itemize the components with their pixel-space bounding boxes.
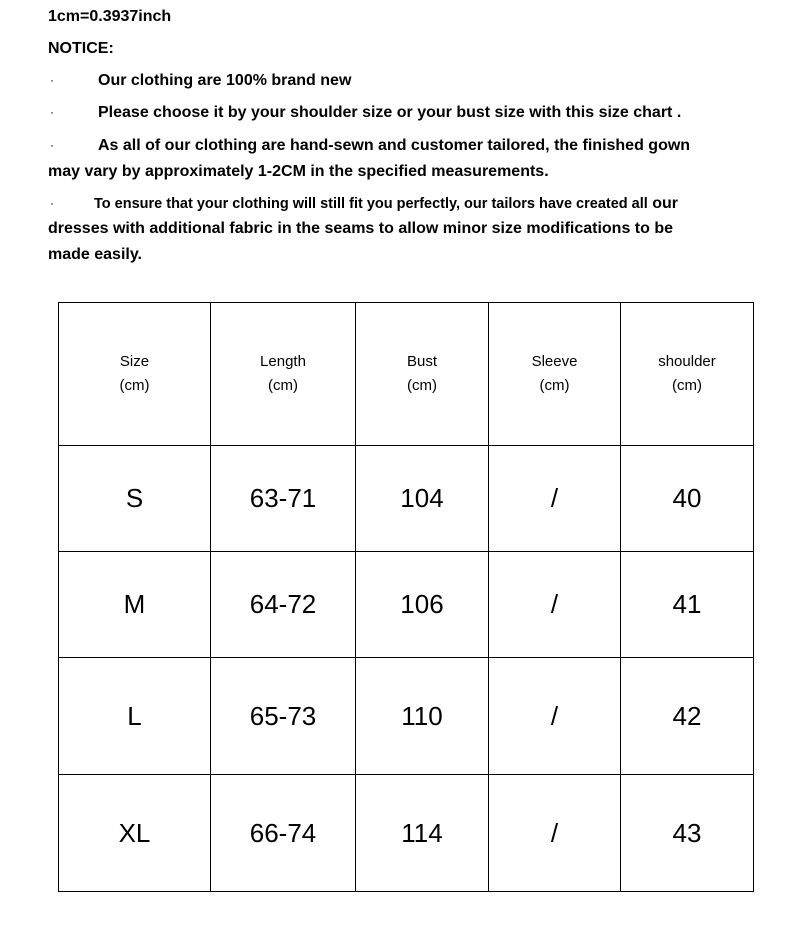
cell-length: 65-73 xyxy=(211,658,356,775)
cell-sleeve: / xyxy=(489,552,621,658)
header-row xyxy=(59,303,754,446)
header-bust xyxy=(356,303,489,446)
cell-shoulder: 41 xyxy=(621,552,754,658)
note-brand-new: Our clothing are 100% brand new xyxy=(98,72,352,89)
size-chart-table xyxy=(58,302,754,892)
cell-sleeve: / xyxy=(489,658,621,775)
note-fit-line1-text: To ensure that your clothing will still fit you perfectly, our tailors have created all xyxy=(94,196,648,212)
table-row xyxy=(59,552,754,658)
cell-length: 64-72 xyxy=(211,552,356,658)
cell-bust: 104 xyxy=(356,446,489,552)
header-size-unit: (cm) xyxy=(119,377,150,394)
table-row xyxy=(59,446,754,552)
header-bust-unit: (cm) xyxy=(407,377,437,394)
conversion-text: 1cm=0.3937inch xyxy=(48,8,172,25)
cell-length: 66-74 xyxy=(211,775,356,892)
note-choose-size: Please choose it by your shoulder size or your bust size with this size chart . xyxy=(98,104,682,121)
note-hand-sewn-line2: may vary by approximately 1-2CM in the specified measurements. xyxy=(48,163,549,180)
cell-sleeve: / xyxy=(489,446,621,552)
header-size-label: Size xyxy=(119,353,150,370)
cell-length: 63-71 xyxy=(211,446,356,552)
header-bust-label: Bust xyxy=(406,353,437,370)
header-length-unit: (cm) xyxy=(268,377,298,394)
header-length-label: Length xyxy=(260,353,306,370)
note-fit-line2: dresses with additional fabric in the seams to allow minor size modifications to be xyxy=(48,220,674,237)
header-shoulder xyxy=(621,303,754,446)
cell-size: S xyxy=(59,446,211,552)
header-sleeve xyxy=(489,303,621,446)
header-size xyxy=(59,303,211,446)
cell-bust: 114 xyxy=(356,775,489,892)
note-fit-line3: made easily. xyxy=(48,246,142,263)
cell-size: L xyxy=(59,658,211,775)
bullet-4: · xyxy=(50,196,54,210)
cell-bust: 110 xyxy=(356,658,489,775)
cell-shoulder: 42 xyxy=(621,658,754,775)
cell-shoulder: 43 xyxy=(621,775,754,892)
bullet-3: · xyxy=(50,138,54,152)
header-length xyxy=(211,303,356,446)
header-shoulder-label: shoulder xyxy=(658,353,716,370)
note-fit-line1 xyxy=(94,195,678,213)
cell-shoulder: 40 xyxy=(621,446,754,552)
bullet-2: · xyxy=(50,105,54,119)
header-shoulder-unit: (cm) xyxy=(672,377,702,394)
header-sleeve-label: Sleeve xyxy=(531,353,578,370)
cell-size: M xyxy=(59,552,211,658)
table-row xyxy=(59,775,754,892)
notice-title: NOTICE: xyxy=(48,40,114,57)
cell-bust: 106 xyxy=(356,552,489,658)
cell-sleeve: / xyxy=(489,775,621,892)
note-hand-sewn-line1: As all of our clothing are hand-sewn and customer tailored, the finished gown xyxy=(98,137,691,154)
bullet-1: · xyxy=(50,73,54,87)
cell-size: XL xyxy=(59,775,211,892)
note-fit-line1-end: our xyxy=(652,195,679,212)
table-row xyxy=(59,658,754,775)
header-sleeve-unit: (cm) xyxy=(539,377,570,394)
